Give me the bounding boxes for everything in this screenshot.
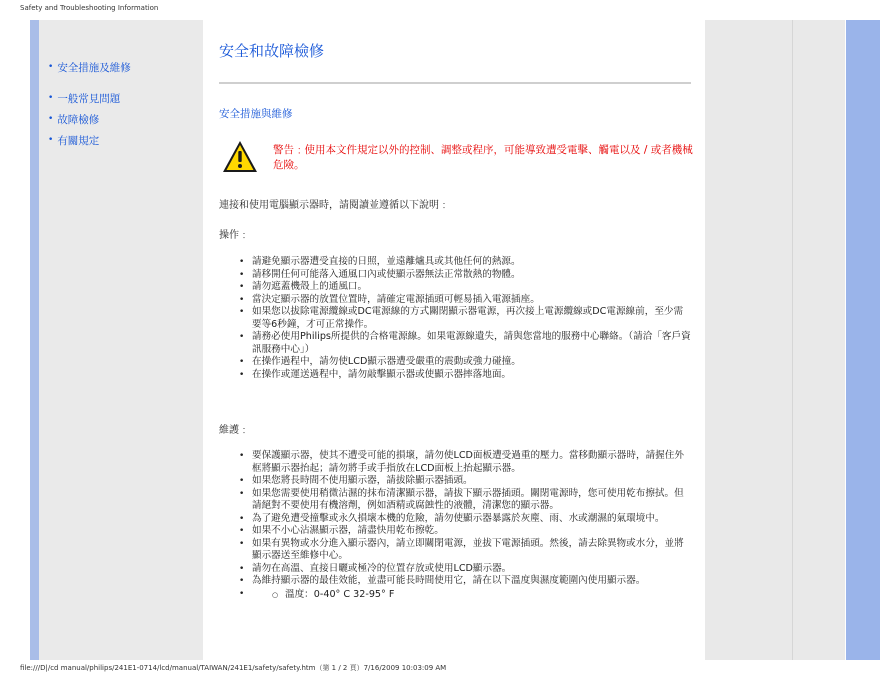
list-item: • 要保護顯示器，使其不遭受可能的損壞，請勿使LCD面板遭受過重的壓力。當移動顯示器時，請握住外框將顯示器抬起；請勿將手或手指放在LCD面板上抬起顯示器。 xyxy=(219,450,691,475)
list-item: • 如果不小心沾濕顯示器，請盡快用乾布擦乾。 xyxy=(219,525,691,538)
sidebar-item-safety[interactable] xyxy=(48,58,198,79)
right-margin-panel xyxy=(705,20,845,660)
list-item: • 請務必使用Philips所提供的合格電源線。如果電源線遺失，請與您當地的服務中心聯絡。（請洽「客戶資訊服務中心」） xyxy=(219,331,691,356)
bullet-icon: • xyxy=(48,93,54,103)
maintenance-list xyxy=(219,450,691,601)
list-item: • 為了避免遭受撞擊或永久損壞本機的危險，請勿使顯示器暴露於灰塵、雨、水或潮濕的氣環境中。 xyxy=(219,513,691,526)
warning-text: 警告﹕使用本文件規定以外的控制、調整或程序，可能導致遭受電擊、觸電以及 / 或者機械危險。 xyxy=(273,144,693,171)
sidebar-item-label[interactable]: 安全措施及維修 xyxy=(57,62,131,74)
list-item: • 當決定顯示器的放置位置時，請確定電源插頭可輕易插入電源插座。 xyxy=(219,294,691,307)
left-accent-stripe xyxy=(30,20,39,660)
bullet-icon: • xyxy=(48,62,54,72)
section-title[interactable]: 安全措施與維修 xyxy=(219,108,293,120)
condition-sub-list xyxy=(219,588,691,601)
sidebar-item-faq[interactable] xyxy=(48,89,198,110)
sidebar-nav xyxy=(48,58,198,152)
list-item: • 如果您需要使用稍微沾濕的抹布清潔顯示器，請拔下顯示器插頭。關閉電源時，您可使用乾布擦拭。但請絕對不要使用有機溶劑，例如酒精或腐蝕性的液體，清潔您的顯示器。 xyxy=(219,488,691,513)
list-item: • 如果您將長時間不使用顯示器，請拔除顯示器插頭。 xyxy=(219,475,691,488)
sidebar-item-label[interactable]: 一般常見問題 xyxy=(57,93,121,105)
sidebar-item-regulatory[interactable] xyxy=(48,131,198,152)
page-title: 安全和故障檢修 xyxy=(219,42,325,60)
operation-list xyxy=(219,256,691,381)
bullet-icon: • xyxy=(48,114,54,124)
document-footer: file:///D|/cd manual/philips/241E1-0714/lcd/manual/TAIWAN/241E1/safety/safety.htm（第 1 / 2 頁）7/16/2009 10:03:09 AM xyxy=(20,664,447,672)
intro-text: 連接和使用電腦顯示器時，請閱讀並遵循以下說明﹕ xyxy=(219,200,449,211)
list-item: ○ • 溫度：0-40° C 32-95° F xyxy=(219,588,691,601)
list-item: • 請移開任何可能落入通風口內或使顯示器無法正常散熱的物體。 xyxy=(219,269,691,282)
maintenance-heading: 維護﹕ xyxy=(219,425,249,436)
operation-heading: 操作﹕ xyxy=(219,230,249,241)
warning-triangle-icon xyxy=(222,140,258,174)
sidebar-item-troubleshooting[interactable] xyxy=(48,110,198,131)
list-item: • 在操作過程中，請勿使LCD顯示器遭受嚴重的震動或強力碰撞。 xyxy=(219,356,691,369)
list-item: • 請勿遮蓋機殼上的通風口。 xyxy=(219,281,691,294)
list-item: • 請避免顯示器遭受直接的日照，並遠離爐具或其他任何的熱源。 xyxy=(219,256,691,269)
right-divider xyxy=(792,20,793,660)
list-item: • 如果有異物或水分進入顯示器內，請立即關閉電源，並拔下電源插頭。然後，請去除異物或水分，並將顯示器送至維修中心。 xyxy=(219,538,691,563)
title-divider xyxy=(219,82,691,84)
list-item: • 為維持顯示器的最佳效能，並盡可能長時間使用它，請在以下溫度與濕度範圍內使用顯示器。 xyxy=(219,575,691,588)
list-item: • 在操作或運送過程中，請勿敲擊顯示器或使顯示器摔落地面。 xyxy=(219,369,691,382)
bullet-icon: • xyxy=(48,135,54,145)
list-item: • 如果您以拔除電源纜線或DC電源線的方式關閉顯示器電源，再次接上電源纜線或DC電源線前，至少需要等6秒鐘，才可正常操作。 xyxy=(219,306,691,331)
sub-list-wrapper xyxy=(219,588,691,601)
document-header: Safety and Troubleshooting Information xyxy=(20,4,159,12)
sidebar-item-label[interactable]: 故障檢修 xyxy=(57,114,100,126)
sidebar-item-label[interactable]: 有關規定 xyxy=(57,135,100,147)
right-accent-stripe xyxy=(846,20,880,660)
list-item: • 請勿在高溫、直接日曬或極冷的位置存放或使用LCD顯示器。 xyxy=(219,563,691,576)
